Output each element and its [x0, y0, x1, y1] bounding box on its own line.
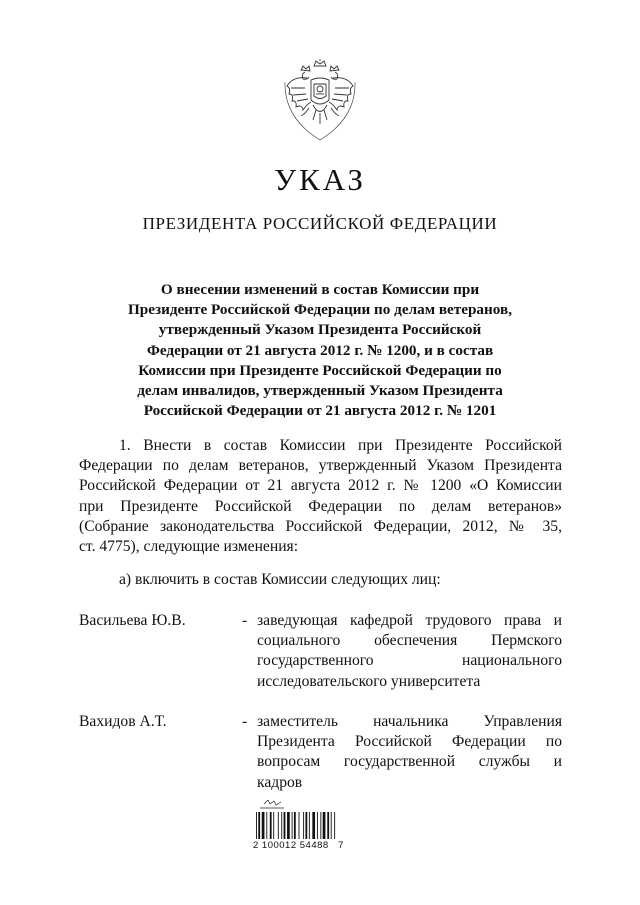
coat-of-arms-icon	[283, 58, 357, 142]
barcode-bar	[317, 812, 318, 839]
paragraph-line: 1. Внести в состав Комиссии при Президенте Российской	[119, 437, 562, 454]
description-line: государственного национального	[257, 652, 562, 670]
decree-heading	[90, 280, 550, 421]
heading-line: утвержденный Указом Президента Российской	[158, 321, 482, 339]
barcode-bar	[334, 812, 335, 839]
description-line: исследовательского университета	[257, 672, 481, 690]
barcode-bar	[303, 812, 304, 839]
barcode-bar	[258, 812, 260, 839]
barcode-bar	[270, 812, 272, 839]
barcode-bar	[262, 812, 265, 839]
heading-line: делам инвалидов, утвержденный Указом Президента	[137, 382, 503, 400]
barcode-bar	[327, 812, 329, 839]
barcode-bar	[284, 812, 286, 839]
barcode-bar	[292, 812, 293, 839]
heading-line: Федерации от 21 августа 2012 г. № 1200, и в состав	[146, 341, 494, 359]
barcode-bar	[312, 812, 315, 839]
person-description	[257, 611, 562, 692]
description-line: Президента Российской Федерации по	[257, 733, 562, 751]
heading-line: О внесении изменений в состав Комиссии при	[160, 281, 480, 298]
paragraph-line: при Президенте Российской Федерации по делам ветеранов»	[79, 497, 562, 515]
paragraph-line: (Собрание законодательства Российской Федерации, 2012, № 35,	[79, 517, 562, 535]
description-line: кадров	[257, 773, 303, 791]
barcode-bar	[331, 812, 332, 839]
item-a: а) включить в состав Комиссии следующих лиц:	[119, 571, 441, 588]
document-subtitle: ПРЕЗИДЕНТА РОССИЙСКОЙ ФЕДЕРАЦИИ	[142, 214, 498, 233]
description-line: заместитель начальника Управления	[257, 713, 562, 730]
person-name: Васильева Ю.В.	[79, 612, 186, 629]
heading-line: Российской Федерации от 21 августа 2012 г. № 1201	[143, 402, 497, 420]
heading-line: Президенте Российской Федерации по делам ветеранов,	[127, 301, 512, 319]
barcode-bar	[323, 812, 326, 839]
heading-line: Комиссии при Президенте Российской Федерации по	[138, 361, 502, 379]
barcode-bar	[256, 812, 257, 839]
barcode-bar	[320, 812, 321, 839]
barcode-bar	[266, 812, 267, 839]
barcode-number: 2 100012 54488 7	[253, 840, 344, 851]
person-name: Вахидов А.Т.	[79, 713, 167, 730]
barcode-bar	[309, 812, 310, 839]
person-dash: -	[242, 713, 248, 730]
barcode-bar	[281, 812, 282, 839]
paragraph-line: Российской Федерации от 21 августа 2012 г. № 1200 «О Комиссии	[79, 477, 562, 495]
description-line: заведующая кафедрой трудового права и	[257, 612, 562, 629]
paragraph-line: Федерации по делам ветеранов, утвержденный Указом Президента	[79, 457, 562, 475]
description-line: вопросам государственной службы и	[257, 753, 562, 771]
person-description	[257, 712, 562, 793]
person-dash: -	[242, 612, 248, 629]
document-title: УКАЗ	[274, 162, 366, 197]
description-line: социального обеспечения Пермского	[257, 632, 562, 650]
barcode-bar	[273, 812, 274, 839]
barcode-icon	[254, 800, 364, 860]
barcode-bar	[299, 812, 300, 839]
barcode-bar	[294, 812, 296, 839]
barcode-bar	[305, 812, 307, 839]
paragraph-line: ст. 4775), следующие изменения:	[79, 538, 299, 556]
barcode-bar	[287, 812, 290, 839]
paragraph-1	[79, 436, 562, 557]
barcode-bar	[278, 812, 279, 839]
